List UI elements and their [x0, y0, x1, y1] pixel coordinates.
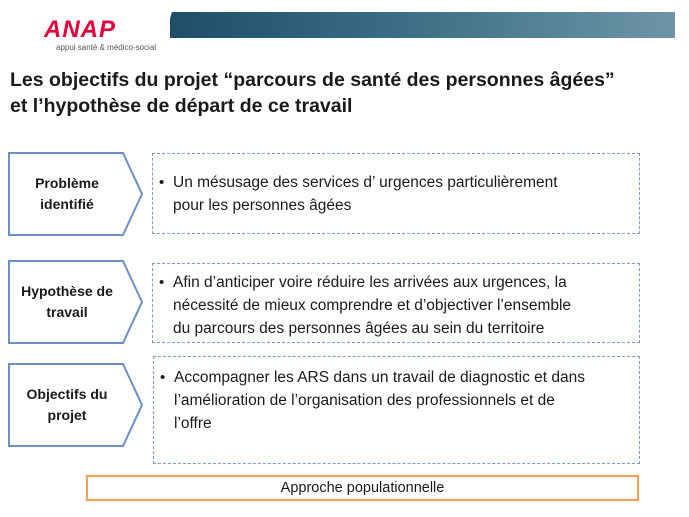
chevron-label-hypothese — [8, 260, 143, 344]
logo-subtitle: appui santé & médico-social — [56, 43, 157, 52]
chevron-text-line-2: projet — [47, 407, 87, 423]
content-box-hypothese — [152, 263, 640, 343]
content-line: Un mésusage des services d’ urgences particulièrement — [173, 174, 558, 191]
bullet-icon: • — [159, 274, 165, 291]
content-line: pour les personnes âgées — [173, 197, 352, 214]
content-line: du parcours des personnes âgées au sein du territoire — [173, 320, 545, 337]
content-line: l’offre — [174, 415, 212, 432]
content-line: nécessité de mieux comprendre et d’objectiver l’ensemble — [173, 297, 572, 314]
chevron-label-objectifs — [8, 363, 143, 447]
chevron-text-line-1: Problème — [35, 175, 99, 191]
bullet-icon: • — [160, 369, 166, 386]
chevron-label-probleme — [8, 152, 143, 236]
chevron-text-line-2: travail — [46, 304, 88, 320]
chevron-text — [8, 152, 126, 236]
content-box-objectifs — [153, 356, 640, 464]
content-line: l’amélioration de l’organisation des professionnels et de — [174, 392, 555, 409]
chevron-text-line-2: identifié — [40, 196, 94, 212]
content-box-probleme — [152, 153, 640, 234]
header-bar — [170, 12, 675, 38]
bullet-icon: • — [159, 174, 165, 191]
slide-title-line-2: et l’hypothèse de départ de ce travail — [10, 95, 353, 117]
content-line: Accompagner les ARS dans un travail de diagnostic et dans — [174, 369, 585, 386]
chevron-text-line-1: Objectifs du — [26, 386, 108, 402]
chevron-text — [8, 363, 126, 447]
slide-title — [10, 67, 680, 119]
chevron-text-line-1: Hypothèse de — [21, 283, 113, 299]
logo-wordmark: ANAP — [44, 16, 117, 43]
content-line: Afin d’anticiper voire réduire les arrivées aux urgences, la — [173, 274, 567, 291]
slide-title-line-1: Les objectifs du projet “parcours de santé des personnes âgées” — [10, 69, 615, 91]
approach-banner: Approche populationnelle — [86, 475, 639, 501]
chevron-text — [8, 260, 126, 344]
